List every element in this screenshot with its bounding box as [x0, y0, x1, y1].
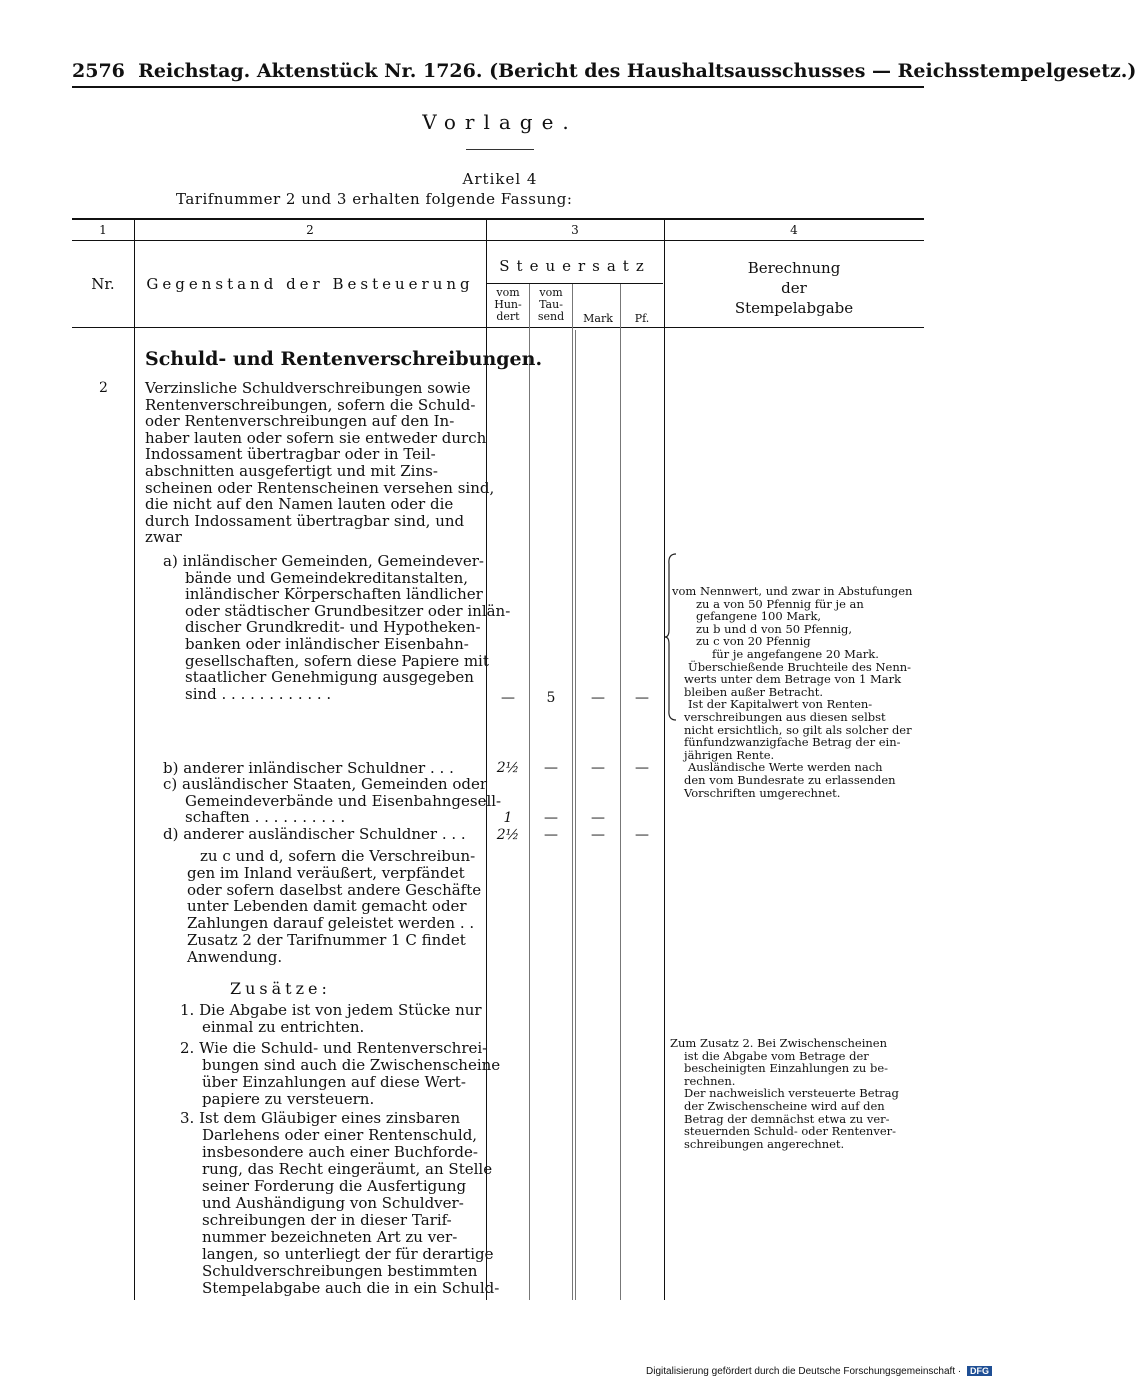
item-a-line: a) inländischer Gemeinden, Gemeindever-	[163, 552, 484, 570]
header-nr: Nr.	[91, 275, 115, 293]
item-a-line: inländischer Körperschaften ländlicher	[185, 585, 483, 604]
title-divider	[466, 149, 534, 150]
rate-a-pf: —	[635, 690, 649, 706]
calc-note-line: steuernden Schuld- oder Rentenver-	[684, 1124, 897, 1139]
intro-line: scheinen oder Rentenscheinen versehen sind,	[145, 478, 495, 497]
item-a-line: gesellschaften, sofern diese Papiere mit	[185, 651, 489, 670]
digitization-footer	[646, 1366, 992, 1377]
zusatz-3-line: langen, so unterliegt der für derartige	[202, 1245, 494, 1263]
header-subject: Gegenstand der Besteuerung	[146, 275, 474, 293]
calc-note-line: Betrag der demnächst etwa zu ver-	[684, 1111, 890, 1126]
intro-line: abschnitten ausgefertigt und mit Zins-	[145, 462, 438, 480]
header-calc-line: Stempelabgabe	[734, 299, 854, 317]
item-a-line: banken oder inländischer Eisenbahn-	[185, 635, 469, 653]
item-c-line: Gemeindeverbände und Eisenbahngesell-	[185, 791, 502, 810]
header-rate: Steuersatz	[499, 257, 651, 275]
zusatz-3-line: Stempelabgabe auch die in ein Schuld-	[202, 1279, 500, 1297]
item-b-line: b) anderer inländischer Schuldner . . .	[163, 759, 454, 777]
zusaetze-heading: Zusätze:	[230, 979, 331, 998]
zusatz-3-line: insbesondere auch einer Buchforde-	[202, 1143, 478, 1161]
calc-note-line: nicht ersichtlich, so gilt als solcher der	[684, 722, 912, 737]
zusatz-3-line: Darlehens oder einer Rentenschuld,	[202, 1126, 478, 1144]
item-d-note-line: oder sofern daselbst andere Geschäfte	[187, 880, 482, 899]
zusatz-3-line: und Aushändigung von Schuldver-	[202, 1194, 464, 1212]
rate-d-pf: —	[635, 827, 649, 843]
item-a-line: sind . . . . . . . . . . . .	[185, 684, 332, 703]
table-top-rule	[72, 218, 924, 220]
intro-line: haber lauten oder sofern sie entweder durch	[145, 428, 487, 447]
calc-note-line: der Zwischenscheine wird auf den	[684, 1099, 885, 1113]
row-section-heading: Schuld- und Rentenverschreibungen.	[145, 348, 543, 370]
header-bottom-rule	[72, 327, 924, 328]
item-d-note-line: Zahlungen darauf geleistet werden . .	[187, 914, 475, 933]
zusatz-3-line: schreibungen der in dieser Tarif-	[202, 1211, 452, 1229]
intro-line: Verzinsliche Schuldverschreibungen sowie	[145, 379, 471, 397]
rate-subcol-3	[620, 284, 621, 1300]
calc-note-line: schreibungen angerechnet.	[684, 1136, 845, 1151]
zusatz-2-line: 2. Wie die Schuld- und Rentenverschrei-	[180, 1039, 488, 1057]
zusatz-3-line: seiner Forderung die Ausfertigung	[202, 1177, 467, 1195]
zusatz-2-line: über Einzahlungen auf diese Wert-	[202, 1073, 466, 1091]
intro-line: zwar	[145, 528, 182, 547]
calc-note-line: Vorschriften umgerechnet.	[684, 785, 841, 800]
rate-d-hundert: 2½	[496, 827, 520, 843]
header-rate-mark: Mark	[583, 312, 613, 325]
calc-note-line: den vom Bundesrate zu erlassenden	[684, 773, 896, 787]
calc-note-line: zu b und d von 50 Pfennig,	[696, 621, 853, 636]
zusatz-1-line: einmal zu entrichten.	[202, 1018, 365, 1036]
rate-a-hundert: —	[501, 690, 515, 706]
rate-a-mark: —	[591, 690, 605, 706]
zusatz-2-line: bungen sind auch die Zwischenscheine	[202, 1056, 501, 1074]
item-d-note-line: zu c und d, sofern die Verschreibun-	[200, 847, 476, 865]
calc-note-line: verschreibungen aus diesen selbst	[684, 710, 886, 724]
item-d-line: d) anderer ausländischer Schuldner . . .	[163, 825, 466, 843]
calc-note-line: ist die Abgabe vom Betrage der	[684, 1048, 869, 1063]
colnum-4: 4	[790, 223, 798, 237]
dfg-logo: DFG	[967, 1366, 992, 1376]
running-title: Reichstag. Aktenstück Nr. 1726. (Bericht des Haushaltsausschusses — Reichsstempelgesetz.)	[138, 60, 1136, 82]
calc-note-line: bleiben außer Betracht.	[684, 684, 824, 699]
rate-c-mark: —	[591, 810, 605, 826]
header-calc-line: Berechnung	[747, 259, 841, 277]
rate-b-pf: —	[635, 760, 649, 776]
zusatz-3-line: 3. Ist dem Gläubiger eines zinsbaren	[180, 1109, 461, 1127]
header-rule	[72, 86, 924, 88]
calc-note-line: jährigen Rente.	[684, 747, 775, 762]
intro-line: oder Rentenverschreibungen auf den In-	[145, 412, 455, 431]
intro-line: Rentenverschreibungen, sofern die Schuld-	[145, 395, 476, 414]
rate-b-mark: —	[591, 760, 605, 776]
item-a-line: staatlicher Genehmigung ausgegeben	[185, 668, 474, 687]
rate-d-tausend: —	[544, 827, 558, 843]
rate-a-tausend: 5	[546, 690, 556, 706]
item-a-line: discher Grundkredit- und Hypotheken-	[185, 618, 481, 637]
calc-note-line: Ist der Kapitalwert von Renten-	[688, 697, 873, 712]
item-c-line: schaften . . . . . . . . . .	[185, 808, 346, 827]
rate-subcol-2	[572, 284, 573, 1300]
calc-note-line: Zum Zusatz 2. Bei Zwischenscheinen	[670, 1036, 887, 1050]
item-d-note-line: unter Lebenden damit gemacht oder	[187, 897, 467, 916]
calc-note-line: bescheinigten Einzahlungen zu be-	[684, 1061, 889, 1076]
running-header	[72, 60, 1136, 82]
item-c-line: c) ausländischer Staaten, Gemeinden oder	[163, 775, 487, 793]
calc-note-line: zu a von 50 Pfennig für je an	[696, 596, 864, 611]
colnum-rule	[72, 240, 924, 241]
intro-line: Indossament übertragbar oder in Teil-	[145, 445, 436, 464]
item-d-note-line: Zusatz 2 der Tarifnummer 1 C findet	[187, 931, 466, 949]
calc-note-line: Ausländische Werte werden nach	[688, 760, 883, 775]
section-title: Vorlage.	[422, 110, 578, 134]
calc-note-line: rechnen.	[684, 1073, 736, 1088]
header-rate-pf: Pf.	[634, 312, 650, 325]
intro-line: die nicht auf den Namen lauten oder die	[145, 495, 454, 514]
rate-b-tausend: —	[544, 760, 558, 776]
calc-note-line: für je angefangene 20 Mark.	[712, 647, 879, 661]
item-a-line: oder städtischer Grundbesitzer oder inlän-	[185, 601, 511, 620]
item-a-line: bände und Gemeindekreditanstalten,	[185, 568, 469, 587]
zusatz-3-line: nummer bezeichneten Art zu ver-	[202, 1228, 458, 1246]
row-number: 2	[99, 380, 108, 396]
calc-note-line: fünfundzwanzigfache Betrag der ein-	[684, 735, 901, 750]
calc-note-line: Überschießende Bruchteile des Nenn-	[688, 659, 912, 674]
header-calc-line: der	[781, 279, 807, 297]
rate-d-mark: —	[591, 827, 605, 843]
header-calc	[664, 258, 924, 318]
calc-note-line: zu c von 20 Pfennig	[696, 634, 811, 649]
rate-subcol-1	[529, 284, 530, 1300]
colnum-2: 2	[306, 223, 314, 237]
rate-subheader-rule	[487, 283, 663, 284]
calc-note-line: werts unter dem Betrage von 1 Mark	[684, 672, 902, 687]
col-divider-1	[134, 220, 135, 1300]
item-d-note-line: Anwendung.	[187, 947, 283, 966]
col-divider-3	[664, 220, 665, 1300]
rate-b-hundert: 2½	[496, 760, 520, 776]
calc-note-line: vom Nennwert, und zwar in Abstufungen	[672, 584, 913, 598]
brace-icon	[664, 552, 678, 722]
zusatz-3-line: rung, das Recht eingeräumt, an Stelle	[202, 1160, 493, 1178]
rate-c-tausend: —	[544, 810, 558, 826]
page-number: 2576	[72, 60, 125, 82]
zusatz-1-line: 1. Die Abgabe ist von jedem Stücke nur	[180, 1001, 482, 1019]
header-rate-hundert: vom Hun- dert	[494, 286, 522, 323]
zusatz-2-line: papiere zu versteuern.	[202, 1090, 375, 1108]
rate-c-hundert: 1	[503, 810, 513, 826]
header-rate-tausend: vom Tau- send	[537, 286, 565, 323]
footer-text: Digitalisierung gefördert durch die Deutsche Forschungsgemeinschaft ·	[646, 1366, 962, 1377]
colnum-1: 1	[99, 223, 107, 237]
article-intro: Tarifnummer 2 und 3 erhalten folgende Fassung:	[176, 190, 573, 208]
article-title: Artikel 4	[462, 170, 538, 188]
calc-note-line: Der nachweislich versteuerte Betrag	[684, 1086, 899, 1101]
item-d-note-line: gen im Inland veräußert, verpfändet	[187, 863, 465, 882]
colnum-3: 3	[571, 223, 579, 237]
calc-note-line: gefangene 100 Mark,	[696, 609, 822, 624]
intro-line: durch Indossament übertragbar sind, und	[145, 511, 465, 530]
zusatz-3-line: Schuldverschreibungen bestimmten	[202, 1262, 478, 1280]
